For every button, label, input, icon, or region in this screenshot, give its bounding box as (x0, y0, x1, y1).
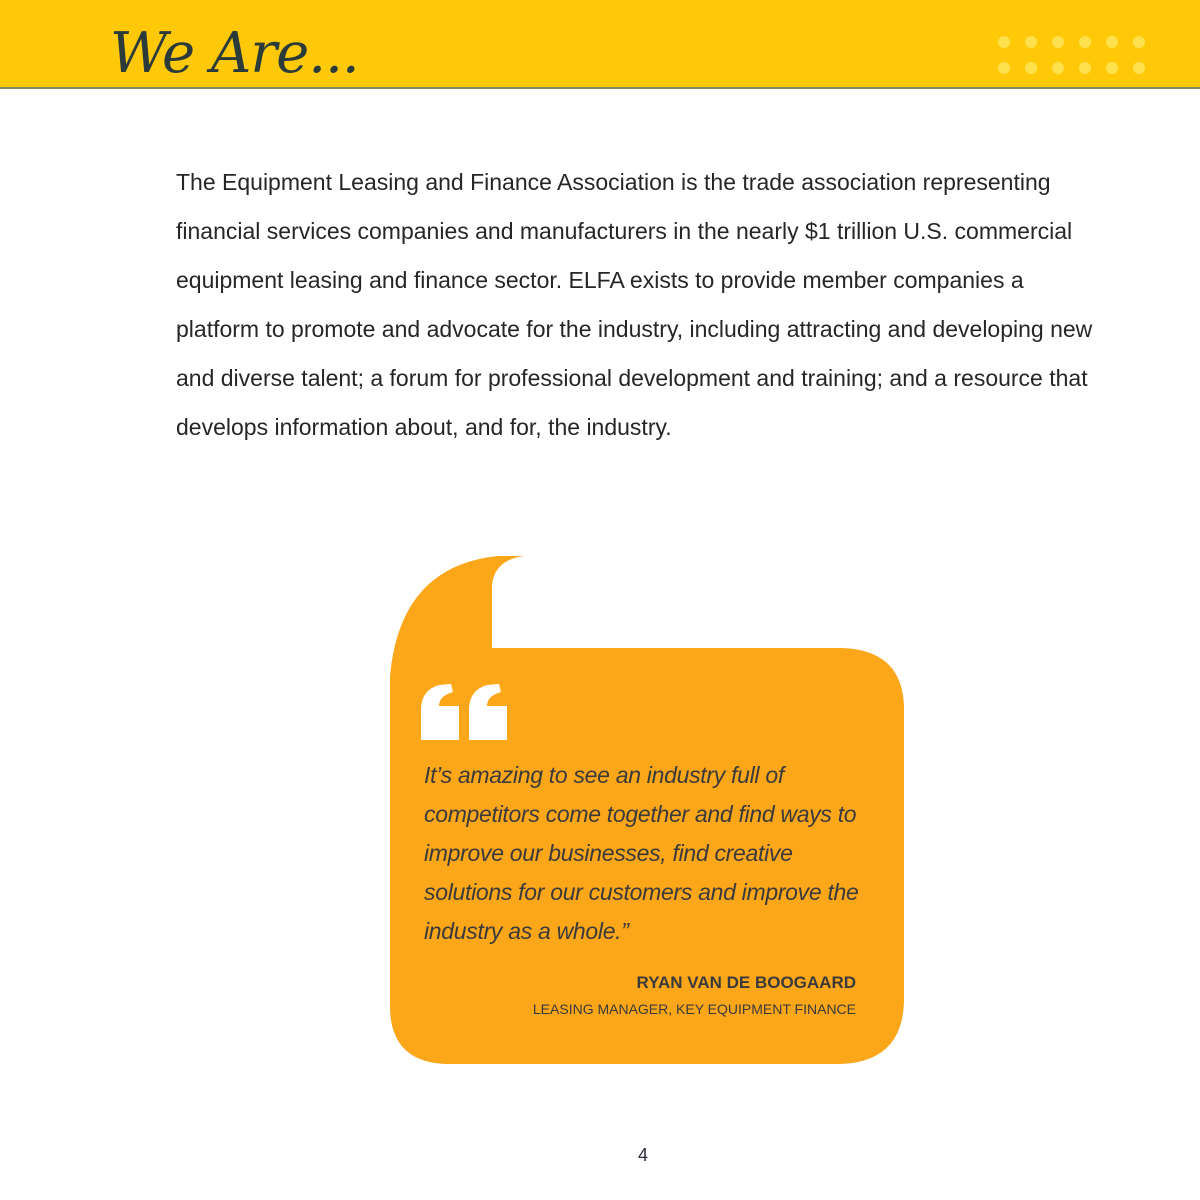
dot (998, 62, 1010, 74)
header-band (0, 0, 1200, 89)
dot (1025, 62, 1037, 74)
testimonial-author-role: LEASING MANAGER, KEY EQUIPMENT FINANCE (532, 1001, 856, 1017)
dot (1025, 36, 1037, 48)
dot (1052, 62, 1064, 74)
dot (1079, 36, 1091, 48)
page-title: We Are... (110, 21, 359, 86)
dot (1106, 62, 1118, 74)
testimonial-quote: It’s amazing to see an industry full of competitors come together and find ways to improve our businesses, find creative solutions for our customers and improve the industry as a whole.” (424, 762, 859, 944)
dot (1052, 36, 1064, 48)
page-number: 4 (637, 1145, 648, 1165)
intro-paragraph: The Equipment Leasing and Finance Association is the trade association representing financial services companies and manufacturers in the nearly $1 trillion U.S. commercial equipment leasing and finance sector. ELFA exists to provide member companies a platform to promote and advocate for the industry, including attracting and developing new and diverse talent; a forum for professional development and training; and a resource that develops information about, and for, the industry. (176, 169, 1093, 440)
dot (1106, 36, 1118, 48)
dot (1133, 62, 1145, 74)
quote-icon (421, 684, 509, 740)
dot (998, 36, 1010, 48)
decorative-dots (998, 36, 1158, 76)
dot (1079, 62, 1091, 74)
testimonial-author-name: RYAN VAN DE BOOGAARD (636, 973, 856, 992)
dot (1133, 36, 1145, 48)
